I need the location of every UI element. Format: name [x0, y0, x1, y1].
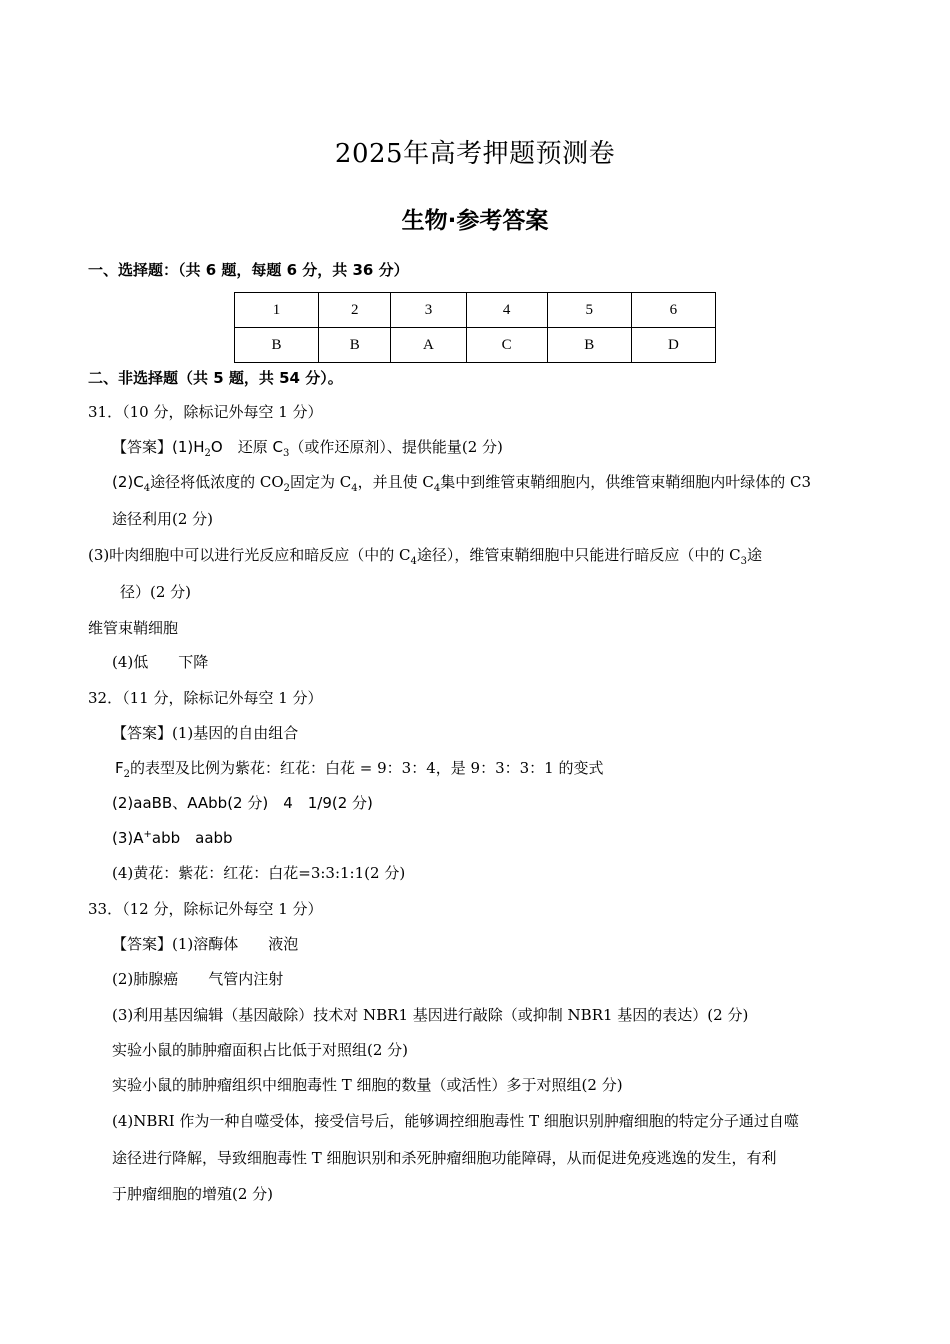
answer-cell: B — [547, 328, 631, 363]
q31-answer-2: $(2)C_4$途径将低浓度的 $CO_2$固定为 $C_4$，并且使 $C_4$集中到维管束鞘细胞内，供维管束鞘细胞内叶绿体的 C3 — [112, 473, 812, 494]
answer-cell: B — [235, 328, 319, 363]
answer-table-answer-row — [235, 328, 716, 363]
q31-answer-4: (4)低 下降 — [112, 653, 209, 671]
answer-tag: 【答案】 — [112, 935, 173, 953]
answer-cell: D — [631, 328, 715, 363]
answer-cell: B — [319, 328, 391, 363]
q31-answer-3-extra: 维管束鞘细胞 — [88, 619, 179, 637]
q32-answer-2: (2)aaBB、AAbb(2 分) 4 1/9(2 分) — [112, 794, 373, 812]
question-number: 5 — [547, 293, 631, 328]
answer-table — [234, 292, 716, 363]
answer-table-number-row — [235, 293, 716, 328]
q33-answer-1: 【答案】(1)溶酶体 液泡 — [112, 935, 299, 953]
q32-answer-3: (3)A+abb aabb — [112, 829, 233, 847]
q31-answer-2-cont: 途径利用(2 分) — [112, 510, 214, 528]
question-number: 4 — [466, 293, 547, 328]
q32-answer-4: (4)黄花：紫花：红花：白花=3:3:1:1(2 分) — [112, 864, 406, 882]
question-number: 1 — [235, 293, 319, 328]
question-number: 2 — [319, 293, 391, 328]
page-subtitle: 生物·参考答案 — [401, 208, 549, 234]
section1-heading: 一、选择题：（共 6 题，每题 6 分，共 36 分） — [88, 261, 409, 279]
q32-header: 32．（11 分，除标记外每空 1 分） — [88, 689, 323, 707]
q32-answer-1: 【答案】(1)基因的自由组合 — [112, 724, 299, 742]
q31-answer-3: (3)叶肉细胞中可以进行光反应和暗反应（中的 $C_4$途径），维管束鞘细胞中只能进行暗反应（中的 $C_3$途 — [88, 546, 763, 567]
answer-tag: 【答案】 — [112, 724, 173, 742]
q33-answer-4-line1: (4)NBRI 作为一种自噬受体，接受信号后，能够调控细胞毒性 T 细胞识别肿瘤细胞的特定分子通过自噬 — [112, 1112, 799, 1130]
q33-answer-3b: 实验小鼠的肺肿瘤面积占比低于对照组(2 分) — [112, 1041, 409, 1059]
q32-answer-1-explain: $F_2$的表型及比例为紫花：红花：白花 = 9：3：4，是 9：3：3：1 的变式 — [115, 759, 604, 780]
q31-answer-1: 【答案】$(1)H_2O$ 还原 $C_3$（或作还原剂）、提供能量(2 分) — [112, 438, 503, 459]
q33-answer-4-line2: 途径进行降解，导致细胞毒性 T 细胞识别和杀死肿瘤细胞功能障碍，从而促进免疫逃逸的发生，有利 — [112, 1149, 777, 1167]
answer-cell: A — [391, 328, 466, 363]
q31-header: 31．（10 分，除标记外每空 1 分） — [88, 403, 323, 421]
question-number: 6 — [631, 293, 715, 328]
q31-answer-3-cont: 径）(2 分) — [120, 583, 192, 601]
answer-cell: C — [466, 328, 547, 363]
section2-heading: 二、非选择题（共 5 题，共 54 分）。 — [88, 369, 343, 387]
page-title: 2025年高考押题预测卷 — [334, 139, 616, 169]
answer-tag: 【答案】 — [112, 438, 173, 456]
q33-answer-2: (2)肺腺癌 气管内注射 — [112, 970, 284, 988]
q33-answer-3c: 实验小鼠的肺肿瘤组织中细胞毒性 T 细胞的数量（或活性）多于对照组(2 分) — [112, 1076, 623, 1094]
question-number: 3 — [391, 293, 466, 328]
q33-answer-3: (3)利用基因编辑（基因敲除）技术对 NBR1 基因进行敲除（或抑制 NBR1 基因的表达）(2 分) — [112, 1006, 749, 1024]
q33-header: 33．（12 分，除标记外每空 1 分） — [88, 900, 323, 918]
q33-answer-4-line3: 于肿瘤细胞的增殖(2 分) — [112, 1185, 274, 1203]
